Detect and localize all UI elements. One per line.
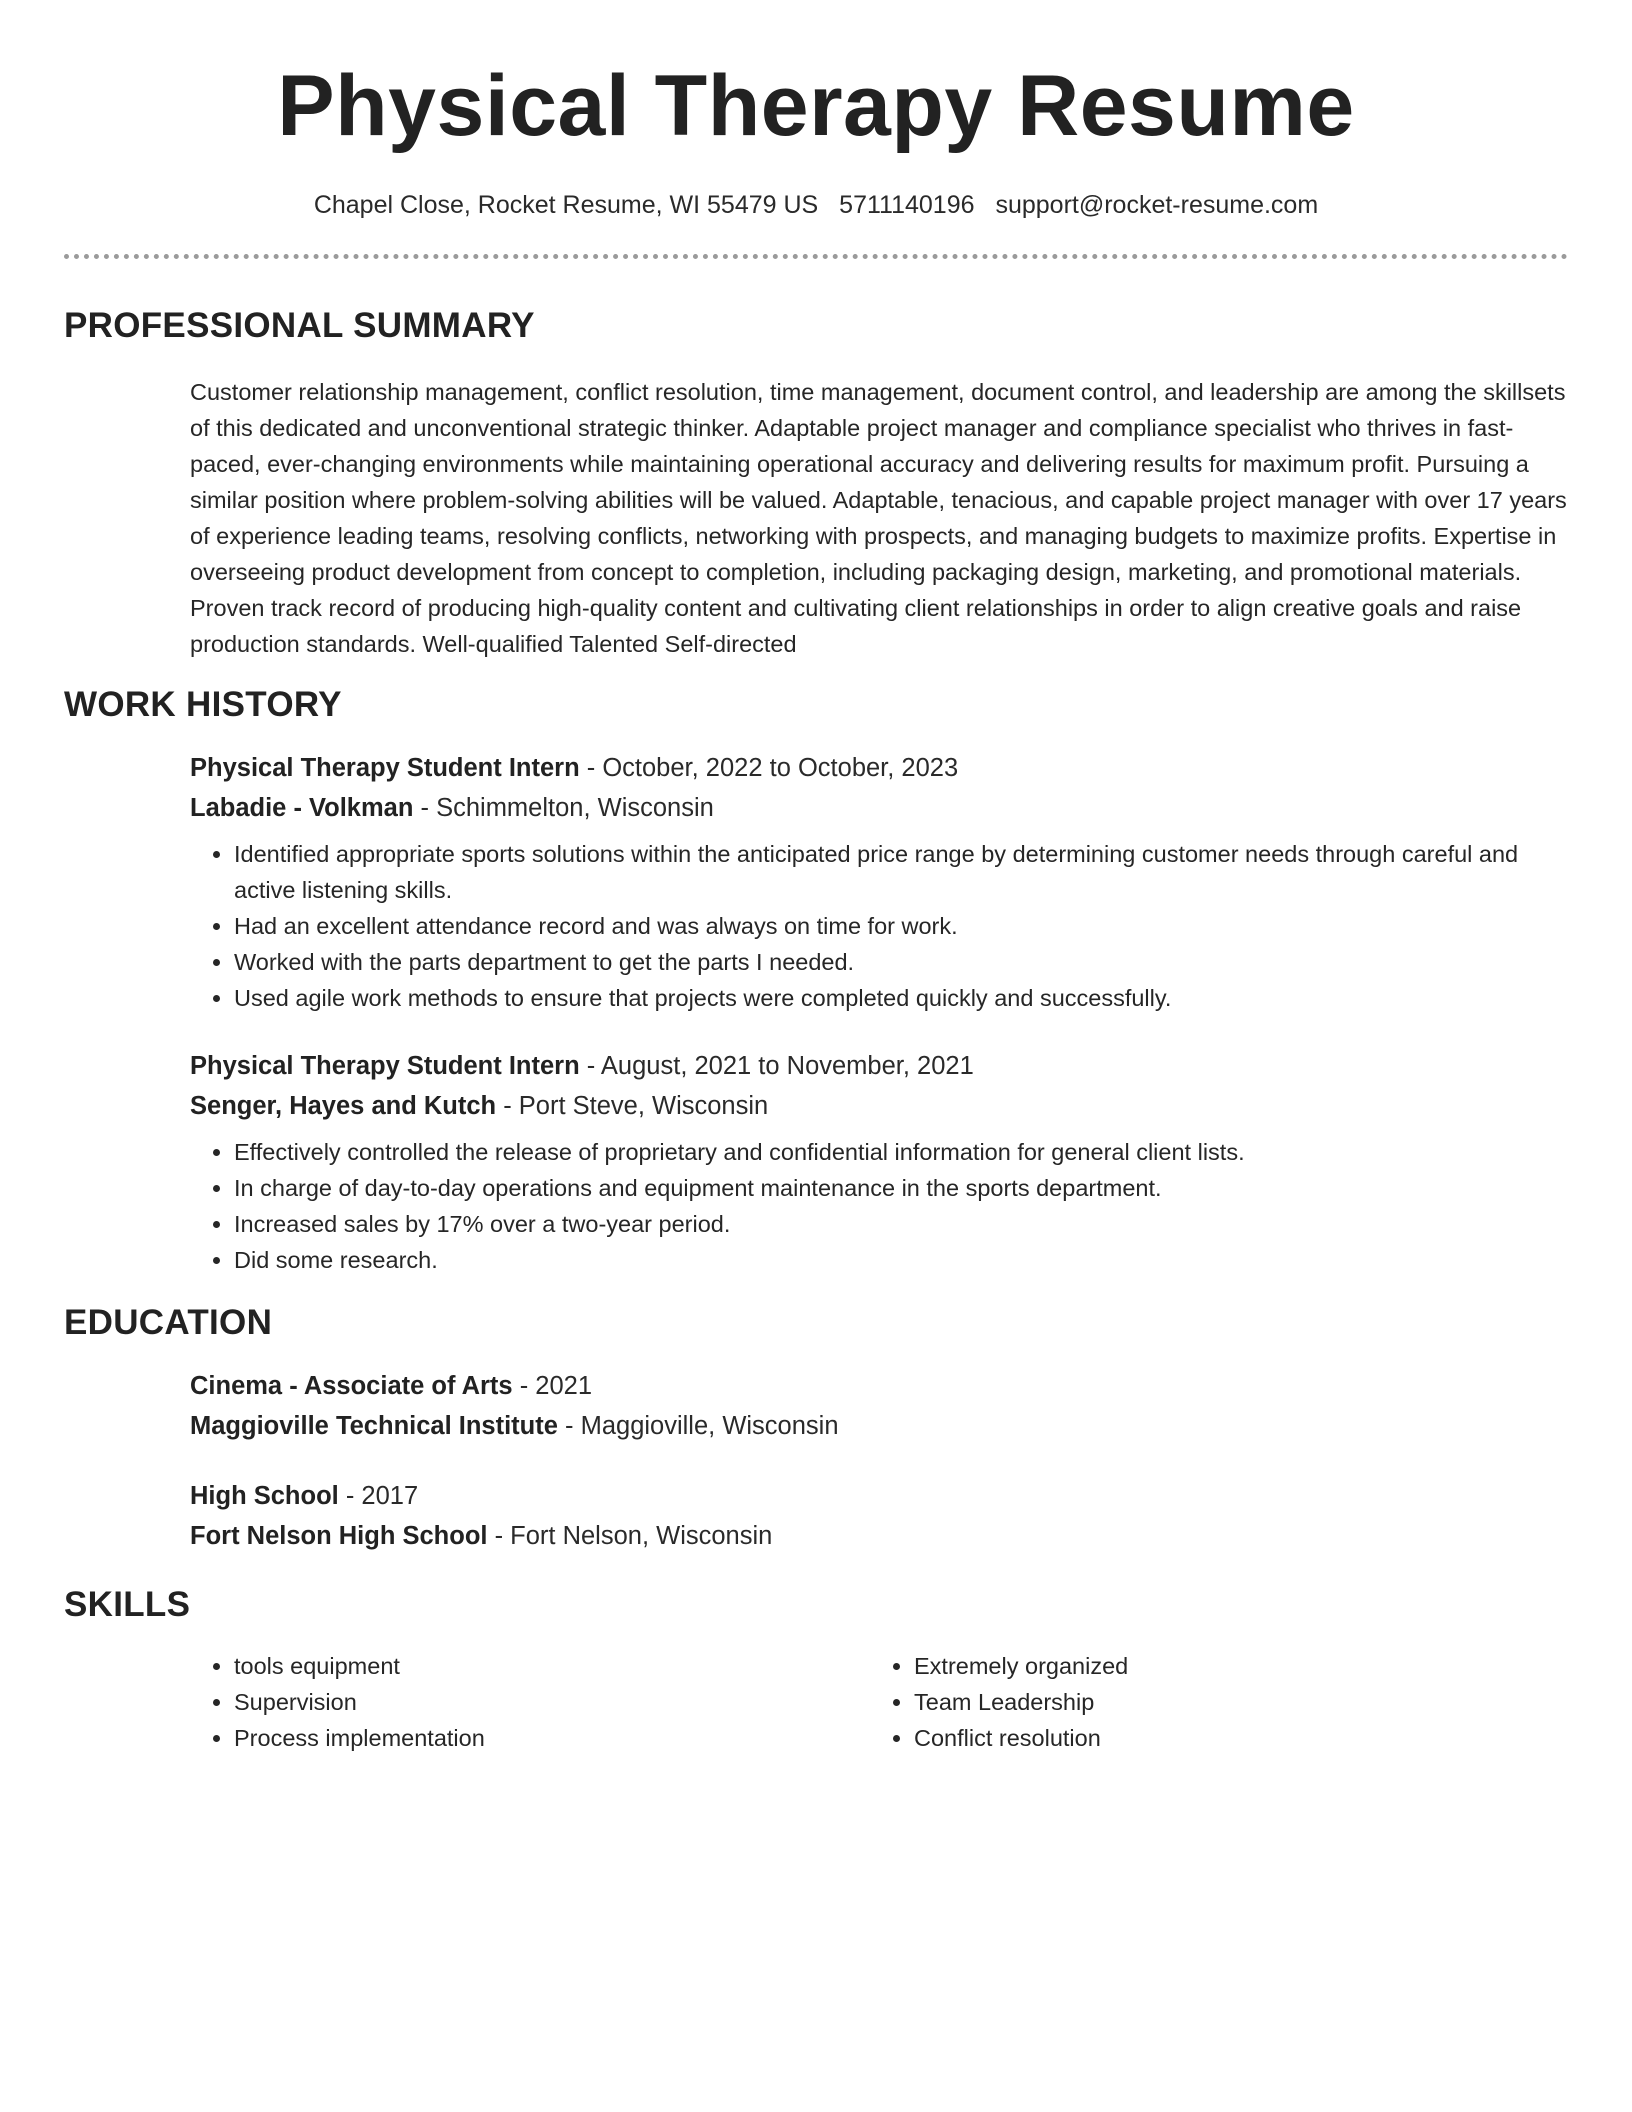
job-bullet: • Increased sales by 17% over a two-year period. xyxy=(234,1206,1568,1242)
resume-title: Physical Therapy Resume xyxy=(277,58,1355,154)
education-heading: EDUCATION xyxy=(64,1303,273,1342)
contact-phone: 5711140196 xyxy=(839,191,975,219)
job-company-line xyxy=(190,788,1568,828)
job-location: - Port Steve, Wisconsin xyxy=(496,1092,769,1120)
degree: High School xyxy=(190,1482,339,1510)
school-line xyxy=(190,1406,1568,1446)
job-bullet: • Identified appropriate sports solutions within the anticipated price range by determining customer needs through careful and active listening skills. xyxy=(234,836,1568,908)
education-section xyxy=(64,1302,1568,1556)
degree-year: - 2017 xyxy=(338,1482,419,1510)
contact-email: support@rocket-resume.com xyxy=(995,191,1319,219)
header-divider xyxy=(64,254,1568,259)
skills-column-right xyxy=(870,1648,1550,1756)
school-location: - Fort Nelson, Wisconsin xyxy=(487,1522,773,1550)
degree-year: - 2021 xyxy=(512,1372,593,1400)
education-entry xyxy=(190,1366,1568,1446)
job-bullets xyxy=(190,1134,1568,1278)
contact-address: Chapel Close, Rocket Resume, WI 55479 US xyxy=(313,191,819,219)
degree: Cinema - Associate of Arts xyxy=(190,1372,513,1400)
job-dates: - August, 2021 to November, 2021 xyxy=(579,1052,974,1080)
job-bullet: • Had an excellent attendance record and was always on time for work. xyxy=(234,908,1568,944)
job-dates: - October, 2022 to October, 2023 xyxy=(579,754,959,782)
job-title-line xyxy=(190,748,1568,788)
summary-heading: PROFESSIONAL SUMMARY xyxy=(64,306,535,345)
professional-summary-section xyxy=(64,305,1568,662)
skills-heading: SKILLS xyxy=(64,1585,191,1624)
skill-item: • Conflict resolution xyxy=(914,1720,1550,1756)
summary-text: Customer relationship management, conflict resolution, time management, document control, and leadership are among the skillsets of this dedicated and unconventional strategic thinker. Adaptable project manager and compliance specialist who thrives in fast-paced, ever-changing environments while maintaining operational accuracy and delivering results for maximum profit. Pursuing a similar position where problem-solving abilities will be valued. Adaptable, tenacious, and capable project manager with over 17 years of experience leading teams, resolving conflicts, networking with prospects, and managing budgets to maximize profits. Expertise in overseeing product development from concept to completion, including packaging design, marketing, and promotional materials. Proven track record of producing high-quality content and cultivating client relationships in order to align creative goals and raise production standards. Well-qualified Talented Self-directed xyxy=(190,379,1567,657)
skill-item: • Process implementation xyxy=(234,1720,870,1756)
skills-grid xyxy=(190,1648,1568,1756)
job-bullets xyxy=(190,836,1568,1016)
job-bullet: • Worked with the parts department to get the parts I needed. xyxy=(234,944,1568,980)
work-history-section xyxy=(64,684,1568,1278)
education-entry xyxy=(190,1476,1568,1556)
skills-section xyxy=(64,1584,1568,1756)
skill-item: • tools equipment xyxy=(234,1648,870,1684)
skill-item: • Extremely organized xyxy=(914,1648,1550,1684)
job-title-line xyxy=(190,1046,1568,1086)
school-location: - Maggioville, Wisconsin xyxy=(557,1412,839,1440)
job-company: Senger, Hayes and Kutch xyxy=(190,1092,497,1120)
job-company-line xyxy=(190,1086,1568,1126)
job-bullet: • In charge of day-to-day operations and equipment maintenance in the sports department. xyxy=(234,1170,1568,1206)
skill-item: • Supervision xyxy=(234,1684,870,1720)
work-history-heading: WORK HISTORY xyxy=(64,685,342,724)
school-line xyxy=(190,1516,1568,1556)
job-position: Physical Therapy Student Intern xyxy=(190,1052,580,1080)
job-bullet: • Effectively controlled the release of proprietary and confidential information for general client lists. xyxy=(234,1134,1568,1170)
job-bullet: • Did some research. xyxy=(234,1242,1568,1278)
skills-column-left xyxy=(190,1648,870,1756)
job-location: - Schimmelton, Wisconsin xyxy=(413,794,714,822)
job-bullet: • Used agile work methods to ensure that projects were completed quickly and successfully. xyxy=(234,980,1568,1016)
school: Fort Nelson High School xyxy=(190,1522,488,1550)
job-entry xyxy=(190,748,1568,1016)
job-position: Physical Therapy Student Intern xyxy=(190,754,580,782)
school: Maggioville Technical Institute xyxy=(190,1412,558,1440)
contact-line xyxy=(64,190,1568,220)
skill-item: • Team Leadership xyxy=(914,1684,1550,1720)
degree-line xyxy=(190,1366,1568,1406)
job-entry xyxy=(190,1046,1568,1278)
job-company: Labadie - Volkman xyxy=(190,794,414,822)
degree-line xyxy=(190,1476,1568,1516)
